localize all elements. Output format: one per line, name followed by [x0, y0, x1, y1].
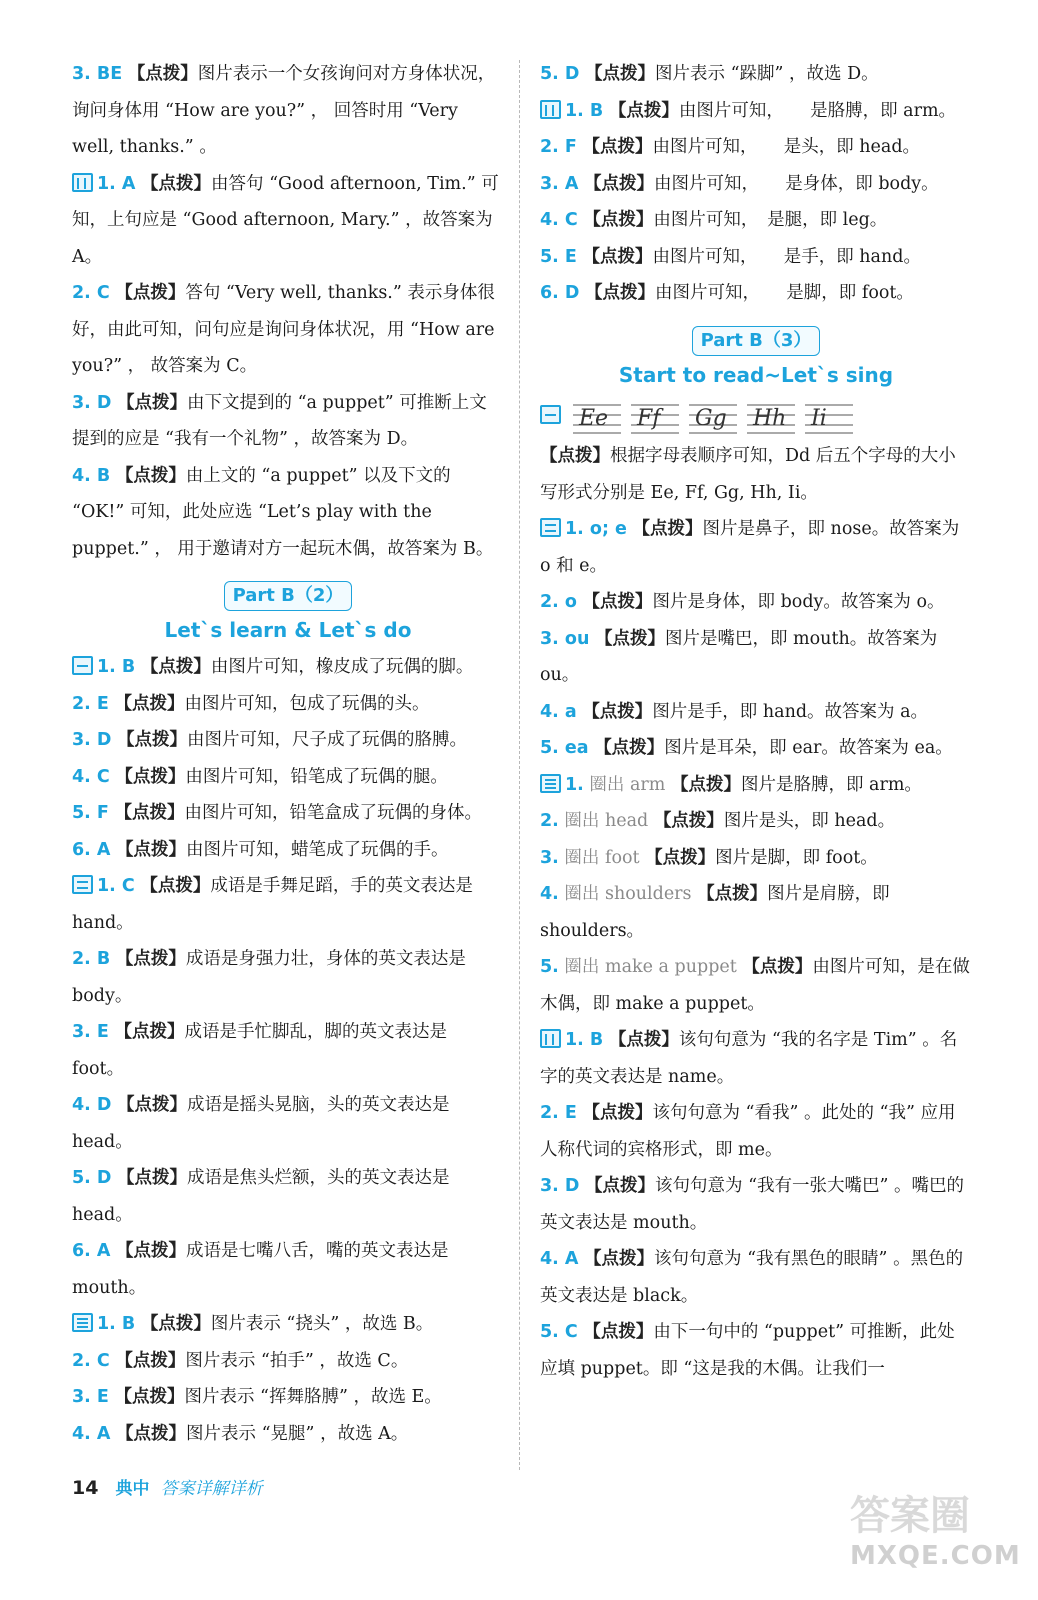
- part-title: Start to read~Let`s sing: [618, 362, 894, 387]
- answer-item: 2. E 【点拨】该句句意为 “看我” 。此处的 “我” 应用人称代词的宾格形式，即 me。: [540, 1103, 956, 1160]
- answer-item: 5. F 【点拨】由图片可知，铅笔盒成了玩偶的身体。: [72, 803, 482, 823]
- answer-item: 3. 圈出 foot 【点拨】图片是脚，即 foot。: [540, 847, 878, 868]
- answer-item: 5. 圈出 make a puppet 【点拨】由图片可知，是在做木偶，即 make a puppet。: [540, 957, 970, 1014]
- right-column: [540, 56, 972, 1387]
- answer-item: 3. D 【点拨】由下文提到的 “a puppet” 可推断上文提到的应是 “我有一个礼物” ，故答案为 D。: [72, 392, 487, 449]
- answer-item: 3. ou 【点拨】图片是嘴巴，即 mouth。故答案为 ou。: [540, 628, 938, 685]
- watermark-url: MXQE.COM: [850, 1541, 1021, 1571]
- column-divider: [519, 60, 520, 1470]
- letter-pair: Ii: [810, 405, 827, 431]
- answer-item: 1. A 【点拨】由答句 “Good afternoon, Tim.” 可知，上句应是 “Good afternoon, Mary.” ，故答案为 A。: [72, 173, 499, 267]
- watermark: [850, 1484, 1020, 1584]
- page-footer: [72, 1474, 263, 1499]
- part-title: Let`s learn & Let`s do: [164, 618, 412, 642]
- answer-item: 【点拨】根据字母表顺序可知，Dd 后五个字母的大小写形式分别是 Ee, Ff, Gg, Hh, Ii。: [540, 446, 956, 503]
- part-pill: Part B（2）: [224, 581, 353, 611]
- answer-item: 4. A 【点拨】该句句意为 “我有黑色的眼睛” 。黑色的英文表达是 black。: [540, 1249, 964, 1306]
- answer-item: 1. 圈出 arm 【点拨】图片是胳膊，即 arm。: [540, 767, 972, 804]
- answer-item: 4. C 【点拨】由图片可知，铅笔成了玩偶的腿。: [72, 766, 448, 787]
- part-heading: [72, 581, 504, 649]
- letter-pair: Ee: [578, 405, 608, 431]
- answer-item: 4. D 【点拨】成语是摇头晃脑，头的英文表达是 head。: [72, 1095, 450, 1152]
- section-four-icon: [72, 173, 93, 192]
- answer-item: 3. E 【点拨】成语是手忙脚乱，脚的英文表达是 foot。: [72, 1022, 447, 1079]
- answer-item: 6. A 【点拨】由图片可知，蜡笔成了玩偶的手。: [72, 839, 449, 860]
- section-four-icon: [540, 1029, 561, 1048]
- answer-item: 3. E 【点拨】图片表示 “挥舞胳膊” ，故选 E。: [72, 1387, 442, 1407]
- answer-item: 4. A 【点拨】图片表示 “晃腿” ，故选 A。: [72, 1423, 409, 1444]
- section-four-icon: [540, 100, 561, 119]
- answer-item: 1. B 【点拨】图片表示 “挠头” ，故选 B。: [72, 1306, 504, 1343]
- handwriting-letters: [540, 394, 972, 439]
- section-one-icon: [72, 656, 93, 675]
- answer-item: 1. B 【点拨】由图片可知， 是胳膊，即 arm。: [540, 93, 972, 130]
- letter-pair: Ff: [636, 405, 660, 431]
- answer-item: 1. B 【点拨】由图片可知，橡皮成了玩偶的脚。: [72, 649, 504, 686]
- four-line-grid-icon: [571, 397, 861, 437]
- answer-item: 1. C 【点拨】成语是手舞足蹈，手的英文表达是 hand。: [72, 876, 473, 933]
- section-three-icon: [72, 1313, 93, 1332]
- letter-pair: Hh: [752, 405, 786, 431]
- answer-item: 5. C 【点拨】由下一句中的 “puppet” 可推断，此处应填 puppet。即 “这是我的木偶。让我们一: [540, 1322, 955, 1379]
- section-three-icon: [540, 774, 561, 793]
- answer-item: 1. o; e 【点拨】图片是鼻子，即 nose。故答案为 o 和 e。: [540, 519, 960, 576]
- section-two-icon: [72, 875, 93, 894]
- answer-item: 2. F 【点拨】由图片可知， 是头，即 head。: [540, 137, 921, 157]
- answer-item: 6. D 【点拨】由图片可知， 是脚，即 foot。: [540, 283, 914, 303]
- answer-item: 4. a 【点拨】图片是手，即 hand。故答案为 a。: [540, 701, 929, 722]
- answer-item: 3. BE 【点拨】图片表示一个女孩询问对方身体状况，询问身体用 “How are you?” ， 回答时用 “Very well, thanks.” 。: [72, 64, 496, 157]
- answer-item: 5. D 【点拨】成语是焦头烂额，头的英文表达是 head。: [72, 1168, 450, 1225]
- answer-item: 2. C 【点拨】图片表示 “拍手” ，故选 C。: [72, 1350, 409, 1371]
- answer-item: 5. ea 【点拨】图片是耳朵，即 ear。故答案为 ea。: [540, 738, 953, 758]
- left-column: [72, 56, 504, 1452]
- answer-item: 2. 圈出 head 【点拨】图片是头，即 head。: [540, 811, 896, 831]
- answer-item: 4. C 【点拨】由图片可知， 是腿，即 leg。: [540, 210, 888, 230]
- answer-item: 5. E 【点拨】由图片可知， 是手，即 hand。: [540, 246, 921, 267]
- watermark-text: 答案圈: [850, 1493, 970, 1539]
- brand-logo: 典中: [115, 1479, 150, 1499]
- answer-item: 2. E 【点拨】由图片可知，包成了玩偶的头。: [72, 693, 430, 714]
- answer-item: 4. 圈出 shoulders 【点拨】图片是肩膀，即 shoulders。: [540, 884, 890, 941]
- letter-pair: Gg: [694, 405, 727, 431]
- page-number: 14: [72, 1477, 99, 1499]
- section-one-icon: [540, 405, 561, 424]
- letter-writing-lines: [571, 394, 861, 438]
- answer-item: 6. A 【点拨】成语是七嘴八舌，嘴的英文表达是 mouth。: [72, 1241, 449, 1298]
- answer-item: 3. A 【点拨】由图片可知， 是身体，即 body。: [540, 173, 939, 194]
- answer-item: 2. B 【点拨】成语是身强力壮，身体的英文表达是 body。: [72, 949, 466, 1006]
- answer-item: 2. o 【点拨】图片是身体，即 body。故答案为 o。: [540, 592, 945, 612]
- part-pill: Part B（3）: [692, 326, 821, 356]
- answer-item: 2. C 【点拨】答句 “Very well, thanks.” 表示身体很好，由此可知，问句应是询问身体状况，用 “How are you?” ， 故答案为 C。: [72, 283, 495, 376]
- answer-item: 3. D 【点拨】由图片可知，尺子成了玩偶的胳膊。: [72, 730, 468, 750]
- part-heading: [540, 326, 972, 394]
- answer-item: 5. D 【点拨】图片表示 “跺脚” ，故选 D。: [540, 64, 879, 84]
- section-two-icon: [540, 518, 561, 537]
- answer-item: 4. B 【点拨】由上文的 “a puppet” 以及下文的 “OK!” 可知，此处应选 “Let’s play with the puppet.” ， 用于邀请对方一起玩木偶，故答案为 B。: [72, 465, 494, 559]
- answer-item: 1. B 【点拨】该句句意为 “我的名字是 Tim” 。名字的英文表达是 name。: [540, 1030, 958, 1087]
- answer-item: 3. D 【点拨】该句句意为 “我有一张大嘴巴” 。嘴巴的英文表达是 mouth。: [540, 1176, 965, 1233]
- footer-subtitle: 答案详解详析: [160, 1479, 263, 1499]
